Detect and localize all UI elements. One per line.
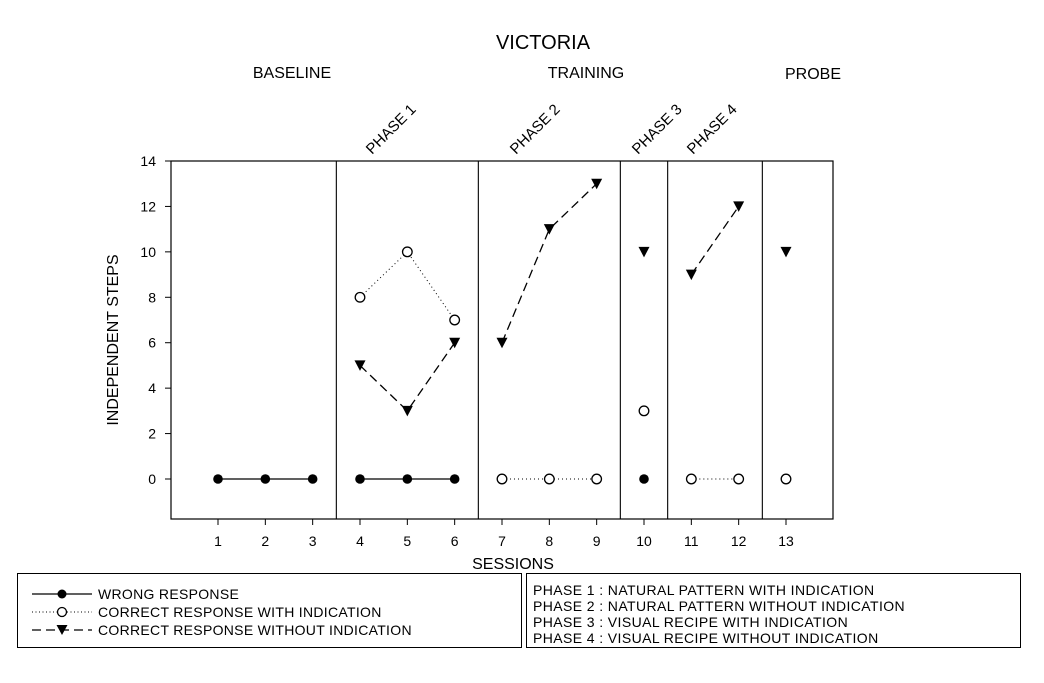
data-point-filled-circle [308, 474, 318, 484]
data-point-triangle [781, 247, 792, 258]
data-point-open-circle [545, 474, 555, 484]
y-tick-label: 4 [148, 380, 156, 397]
phase-legend-item-2: PHASE 2 : NATURAL PATTERN WITHOUT INDICATION [533, 598, 906, 614]
x-tick-label: 10 [636, 533, 652, 549]
x-tick-label: 8 [545, 533, 554, 549]
legend-label: WRONG RESPONSE [98, 586, 240, 602]
data-point-filled-circle [261, 474, 271, 484]
series-legend [17, 573, 522, 648]
series-2 [355, 247, 791, 484]
data-point-open-circle [734, 474, 744, 484]
data-point-open-circle [687, 474, 697, 484]
y-tick-label: 0 [148, 471, 156, 487]
x-tick-label: 6 [450, 533, 459, 549]
data-point-open-circle [403, 247, 413, 257]
data-point-triangle [639, 247, 650, 258]
x-tick-label: 13 [778, 533, 794, 549]
x-axis [214, 519, 794, 549]
phase-dividers [336, 161, 762, 519]
data-point-triangle [497, 338, 508, 349]
x-tick-label: 12 [730, 533, 747, 549]
phase-legend-item-4: PHASE 4 : VISUAL RECIPE WITHOUT INDICATION [533, 630, 879, 646]
solid-line-filled-circle-icon [30, 585, 94, 603]
y-tick-label: 14 [140, 153, 156, 169]
section-label-baseline: BASELINE [252, 65, 332, 82]
data-point-filled-circle [403, 474, 413, 484]
series-1 [213, 474, 649, 484]
chart-title: VICTORIA [495, 32, 591, 54]
legend-label: CORRECT RESPONSE WITHOUT INDICATION [98, 622, 412, 638]
data-point-open-circle [592, 474, 602, 484]
x-tick-label: 3 [308, 533, 317, 549]
y-tick-label: 6 [148, 334, 156, 351]
y-tick-label: 10 [140, 243, 156, 260]
data-point-filled-circle [213, 474, 223, 484]
series-line [502, 184, 597, 343]
data-point-open-circle [639, 406, 649, 416]
phase-legend [526, 573, 1021, 648]
x-tick-label: 11 [684, 533, 699, 549]
section-label-training: TRAINING [547, 65, 625, 82]
x-tick-label: 7 [498, 533, 506, 549]
legend-label: CORRECT RESPONSE WITH INDICATION [98, 604, 382, 620]
x-tick-label: 4 [356, 533, 364, 549]
dotted-line-open-circle-icon [30, 603, 94, 621]
phase-label-4: PHASE 4 [683, 100, 741, 158]
legend-item-wrong-response [18, 585, 521, 603]
phase-label-3: PHASE 3 [628, 100, 686, 158]
data-point-triangle [686, 270, 697, 281]
y-axis [140, 153, 171, 487]
y-axis-label: INDEPENDENT STEPS [105, 254, 122, 426]
dashed-line-filled-triangle-icon [30, 621, 94, 639]
x-tick-label: 2 [261, 533, 270, 549]
x-tick-label: 9 [592, 533, 601, 549]
data-point-triangle [544, 224, 555, 235]
x-axis-label: SESSIONS [472, 556, 554, 572]
series-line [360, 252, 455, 320]
legend-item-correct-with-indication [18, 603, 521, 621]
data-point-open-circle [355, 292, 365, 302]
data-point-filled-circle [450, 474, 460, 484]
phase-legend-item-3: PHASE 3 : VISUAL RECIPE WITH INDICATION [533, 614, 849, 630]
phase-label-1: PHASE 1 [362, 100, 420, 158]
data-point-open-circle [450, 315, 460, 325]
x-tick-label: 1 [214, 533, 222, 549]
data-point-triangle [449, 338, 460, 349]
series-layer [213, 179, 791, 484]
data-point-open-circle [497, 474, 507, 484]
data-point-open-circle [781, 474, 791, 484]
y-tick-label: 8 [148, 289, 156, 306]
data-point-triangle [402, 406, 413, 417]
data-point-filled-circle [355, 474, 365, 484]
data-point-triangle [733, 201, 744, 212]
series-line [360, 343, 455, 411]
series-line [691, 206, 738, 274]
x-tick-label: 5 [403, 533, 412, 549]
legend-item-correct-without-indication [18, 621, 521, 639]
series-3 [355, 179, 792, 417]
phase-label-2: PHASE 2 [506, 100, 564, 158]
phase-legend-item-1: PHASE 1 : NATURAL PATTERN WITH INDICATION [533, 582, 875, 598]
y-tick-label: 12 [140, 198, 156, 215]
data-point-filled-circle [639, 474, 649, 484]
y-tick-label: 2 [148, 425, 156, 442]
section-label-probe: PROBE [784, 66, 842, 83]
